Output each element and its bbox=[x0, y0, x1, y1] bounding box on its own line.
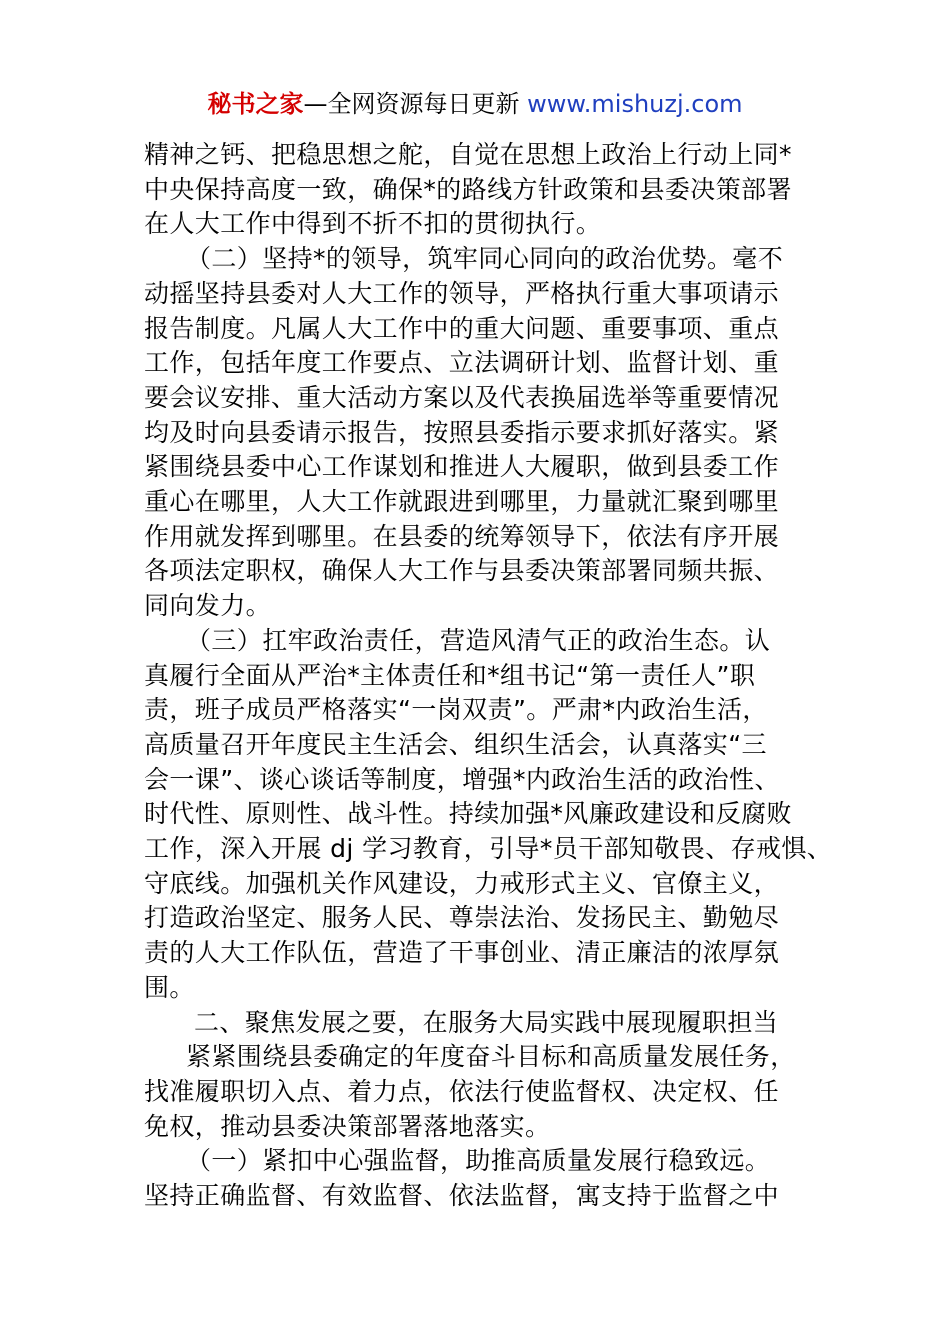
text-line: 同向发力。 bbox=[144, 591, 272, 621]
site-slogan: —全网资源每日更新 bbox=[303, 90, 520, 118]
text-line: 紧紧围绕县委确定的年度奋斗目标和高质量发展任务， bbox=[186, 1042, 796, 1072]
text-line: 找准履职切入点、着力点，依法行使监督权、决定权、任 bbox=[144, 1076, 780, 1106]
text-line: 中央保持高度一致，确保*的路线方针政策和县委决策部署 bbox=[144, 174, 792, 204]
text-line: 紧围绕县委中心工作谋划和推进人大履职，做到县委工作 bbox=[144, 452, 780, 482]
text-line: 会一课”、谈心谈话等制度，增强*内政治生活的政治性、 bbox=[144, 764, 780, 794]
text-line: 工作，深入开展 dj 学习教育，引导*员干部知敬畏、存戒惧、 bbox=[144, 834, 833, 864]
text-line: 免权，推动县委决策部署落地落实。 bbox=[144, 1111, 551, 1141]
text-line: 报告制度。凡属人大工作中的重大问题、重要事项、重点 bbox=[144, 313, 780, 343]
text-line: 责，班子成员严格落实“一岗双责”。严肃*内政治生活， bbox=[144, 695, 768, 725]
text-line: 精神之钙、把稳思想之舵，自觉在思想上政治上行动上同* bbox=[144, 140, 792, 169]
document-body bbox=[144, 138, 833, 1214]
text-line: 重心在哪里，人大工作就跟进到哪里，力量就汇聚到哪里 bbox=[144, 487, 780, 517]
text-line: 要会议安排、重大活动方案以及代表换届选举等重要情况 bbox=[144, 382, 780, 412]
text-line: 责的人大工作队伍，营造了干事创业、清正廉洁的浓厚氛 bbox=[144, 938, 780, 968]
text-line: 各项法定职权，确保人大工作与县委决策部署同频共振、 bbox=[144, 556, 780, 586]
site-brand: 秘书之家 bbox=[207, 90, 304, 118]
site-url-link[interactable]: www.mishuzj.com bbox=[527, 90, 743, 118]
text-line: 真履行全面从严治*主体责任和*组书记“第一责任人”职 bbox=[144, 660, 756, 690]
text-line: 坚持正确监督、有效监督、依法监督，寓支持于监督之中 bbox=[144, 1181, 780, 1211]
text-line: 守底线。加强机关作风建设，力戒形式主义、官僚主义， bbox=[144, 868, 780, 898]
site-header bbox=[0, 88, 950, 120]
section-heading: 二、聚焦发展之要，在服务大局实践中展现履职担当 bbox=[194, 1007, 779, 1037]
text-line: 围。 bbox=[144, 972, 195, 1002]
text-line: 在人大工作中得到不折不扣的贯彻执行。 bbox=[144, 209, 602, 239]
subsection-heading-line: （二）坚持*的领导，筑牢同心同向的政治优势。毫不 bbox=[186, 244, 784, 274]
text-line: 作用就发挥到哪里。在县委的统筹领导下，依法有序开展 bbox=[144, 521, 780, 551]
subsection-heading-line: （三）扛牢政治责任，营造风清气正的政治生态。认 bbox=[186, 625, 771, 655]
text-line: 均及时向县委请示报告，按照县委指示要求抓好落实。紧 bbox=[144, 417, 780, 447]
text-line: 时代性、原则性、战斗性。持续加强*风廉政建设和反腐败 bbox=[144, 799, 792, 829]
text-line: 高质量召开年度民主生活会、组织生活会，认真落实“三 bbox=[144, 729, 767, 759]
text-line: 打造政治坚定、服务人民、尊崇法治、发扬民主、勤勉尽 bbox=[144, 903, 780, 933]
text-line: 动摇坚持县委对人大工作的领导，严格执行重大事项请示 bbox=[144, 278, 780, 308]
text-line: 工作，包括年度工作要点、立法调研计划、监督计划、重 bbox=[144, 348, 780, 378]
subsection-heading-line: （一）紧扣中心强监督，助推高质量发展行稳致远。 bbox=[186, 1146, 771, 1176]
